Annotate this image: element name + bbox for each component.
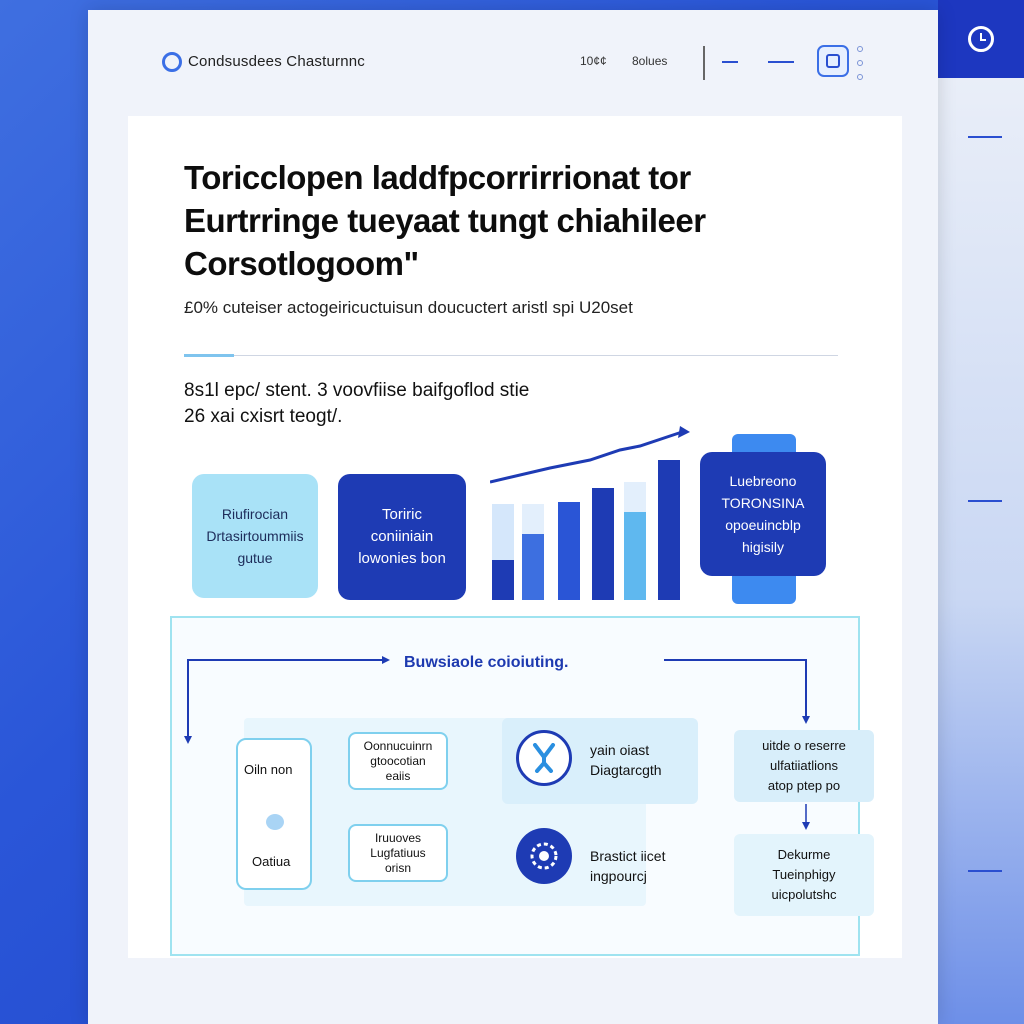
app-title: Condsusdees Chasturnnc [188,53,366,70]
clock-icon [968,26,994,52]
result-box-line: Dekurme [777,847,831,862]
bar [592,488,614,600]
window-button[interactable] [817,45,849,77]
tile-line: higisily [741,539,784,555]
right-rail-panel [938,78,1024,1024]
result-box-line: Tueinphigy [772,867,836,882]
bar [658,460,680,600]
flow-box[interactable] [348,824,448,882]
bar [624,512,646,600]
restore-button[interactable] [768,61,794,63]
result-box-line: ulfatiiatlions [770,758,838,773]
bar [492,560,514,600]
info-tile[interactable] [338,474,466,600]
toolbar-item-zoom[interactable]: 10¢¢ [580,54,607,68]
flow-box-line: Iruuoves [374,830,421,845]
flow-panel [170,616,860,956]
flow-title: Buwsiaole coioiuting. [404,654,569,671]
note-line: 8s1l epc/ stent. 3 voovfiise baifgoflod stie [184,380,530,401]
bar-background [522,504,544,534]
flow-node-line: Brastict iicet [590,848,666,864]
result-box[interactable] [734,730,874,802]
minimize-button[interactable] [722,61,738,63]
source-node-bottom-label: Oatiua [252,854,291,869]
tile-line: Luebreono [729,473,797,489]
flow-box-line: Oonnucuinrn [363,738,433,753]
gear-icon [527,839,561,873]
headline [184,156,824,285]
flow-node-line: ingpourcj [590,868,647,884]
flow-node-icon[interactable] [516,828,572,884]
title-bar [88,10,938,106]
flow-box-line: gtoocotian [370,753,426,768]
source-node-dot [266,814,284,830]
flow-node-label [590,846,665,886]
tile-line: TORONSINA [721,495,805,511]
flow-node-line: yain oiast [590,742,650,758]
tile-line: Riufirocian [221,506,289,522]
flow-box-line: eaiis [385,768,411,783]
flow-box-line: Lugfatiuus [370,845,426,860]
result-box-line: uicpolutshc [771,887,837,902]
note-line: 26 xai cxisrt teogt/. [184,406,343,427]
tile-line: Toriric [382,506,422,523]
flow-box-line: orisn [384,860,411,875]
headline-line: Corsotlogoom" [184,245,419,282]
headline-line: Toricclopen laddfpcorrirrionat tor [184,159,691,196]
circle-logo-icon [162,52,182,72]
tile-line: lowonies bon [358,550,446,567]
tile-line: opoeuincblp [725,517,801,533]
bar-chart [490,424,690,604]
bar-background [624,482,646,512]
rail-divider [968,870,1002,872]
headline-line: Eurtrringe tueyaat tungt chiahileer [184,202,706,239]
tile-line: coniiniain [370,528,434,545]
app-window [88,10,938,1024]
rail-divider [968,500,1002,502]
bar [522,534,544,600]
rail-divider [968,136,1002,138]
divider-accent [184,354,234,357]
result-box-line: uitde o reserre [762,738,846,753]
trend-line [490,432,682,482]
tile-line: gutue [237,550,273,566]
toolbar-item-values[interactable]: 8olues [632,54,668,68]
toolbar-separator [703,46,705,80]
flow-node-line: Diagtarcgth [590,762,662,778]
trend-arrow-icon [678,426,690,438]
info-tile[interactable] [700,452,826,576]
figure-icon [531,743,557,773]
rail-clock-button[interactable] [938,0,1024,78]
result-box-line: atop ptep po [767,778,841,793]
info-tile[interactable] [192,474,318,598]
tile-line: Drtasirtoummiis [206,528,304,544]
square-icon [826,54,840,68]
vertical-dots-icon[interactable] [856,46,864,80]
source-node-top-label: Oiln non [244,762,293,777]
flow-node-label [590,740,662,780]
bar [558,502,580,600]
note-text [184,378,529,430]
flow-box[interactable] [348,732,448,790]
subheading: £0% cuteiser actogeiricuctuisun doucuctert aristl spi U20set [184,298,633,317]
document-card [128,116,902,958]
flow-node-icon[interactable] [516,730,572,786]
bar-background [492,504,514,560]
result-box[interactable] [734,834,874,916]
divider [184,355,838,356]
